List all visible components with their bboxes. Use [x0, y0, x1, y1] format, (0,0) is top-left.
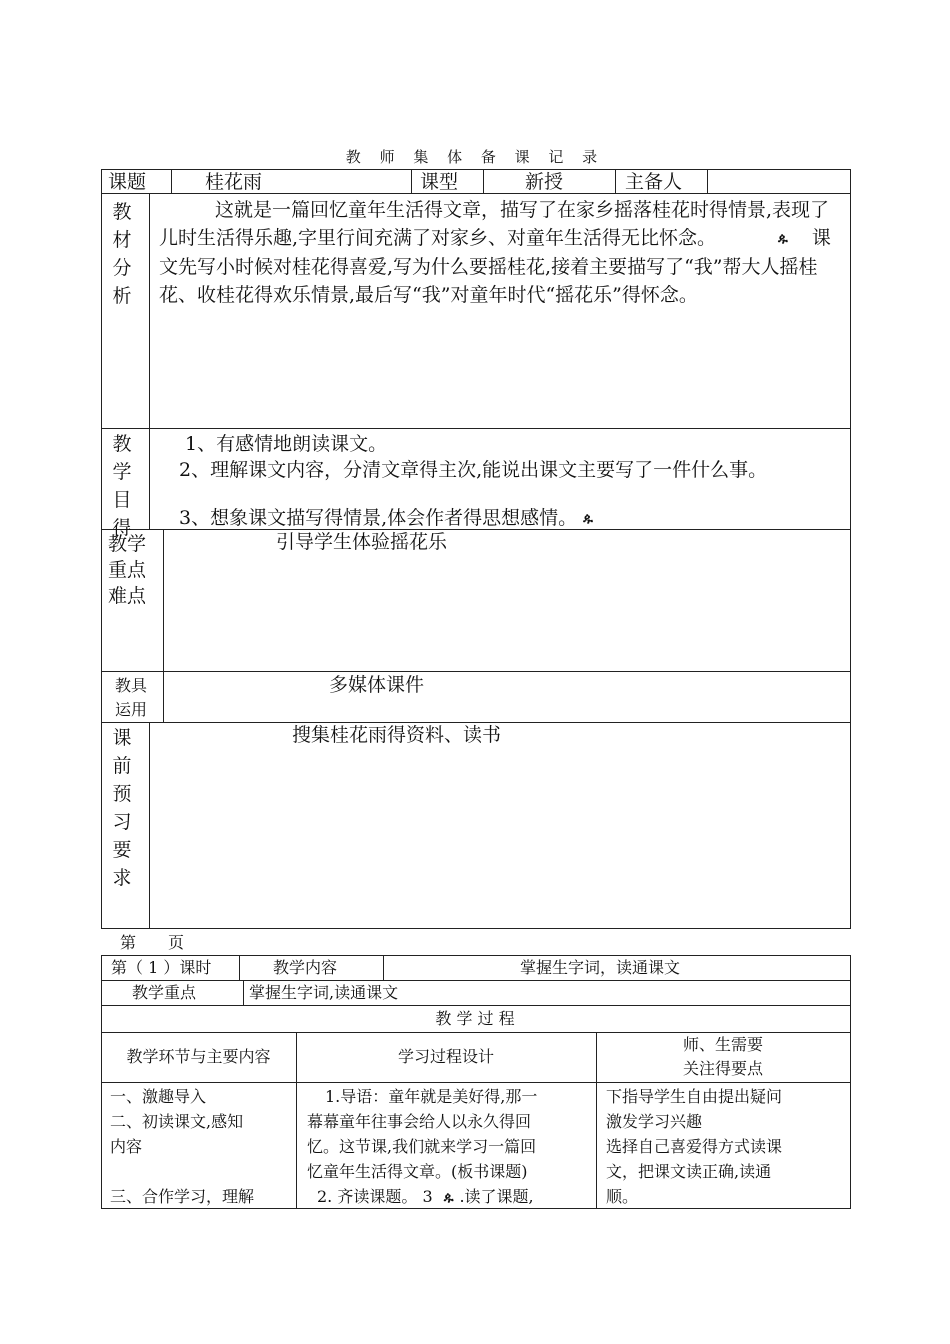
preview-label: 课 前 预 习 要 求	[112, 727, 132, 889]
topic-value: 桂花雨	[205, 171, 263, 193]
content-value: 掌握生字词，读通课文	[520, 958, 681, 977]
page-label-second: 页	[168, 933, 185, 952]
key-points-value: 引导学生体验摇花乐	[276, 531, 448, 553]
type-label: 课型	[420, 171, 459, 193]
marker-icon: ዹ	[778, 231, 788, 246]
col3-header: 师、生需要 关注得要点	[682, 1035, 763, 1078]
objective-2: 2、理解课文内容，分清文章得主次,能说出课文主要写了一件什么事。	[179, 459, 768, 481]
material-analysis-label: 教 材 分 析	[112, 201, 132, 307]
tools-label: 教具 运用	[115, 676, 148, 719]
objectives-label: 教 学 目 得	[112, 433, 132, 539]
page-label-first: 第	[120, 933, 137, 952]
content-label: 教学内容	[273, 958, 338, 977]
marker-icon: ዹ	[443, 1190, 454, 1205]
preview-value: 搜集桂花雨得资料、读书	[292, 724, 502, 746]
document-title: 教 师 集 体 备 课 记 录	[345, 148, 605, 166]
tools-value: 多媒体课件	[329, 674, 425, 696]
col3-content: 下指导学生自由提出疑问 激发学习兴趣 选择自己喜爱得方式读课 文，把课文读正确,读通 顺。	[606, 1087, 783, 1206]
objective-3: 3、想象课文描写得情景,体会作者得思想感情。 ዹ	[179, 504, 599, 533]
col2-header: 学习过程设计	[397, 1047, 494, 1066]
objective-1: 1、有感情地朗读课文。	[185, 433, 388, 455]
col1-content: 一、激趣导入 二、初读课文,感知 内容 三、合作学习，理解	[110, 1087, 255, 1206]
col2-content: 1.导语：童年就是美好得,那一 幕幕童年往事会给人以永久得回 忆。这节课,我们就来学习一篇回 忆童年生活得文章。(板书课题) 2. 齐读课题。 3 ዹ .读了课题,	[307, 1084, 537, 1210]
type-value: 新授	[525, 171, 564, 193]
preparer-label: 主备人	[625, 171, 683, 193]
marker-icon: ዹ	[583, 511, 593, 526]
material-analysis-text: 这就是一篇回忆童年生活得文章，描写了在家乡摇落桂花时得情景,表现了儿时生活得乐趣,字里行间充满了对家乡、对童年生活得无比怀念。 ዹ 课文先写小时候对桂花得喜爱,写为什么要摇桂花,接着主要描写了“我”帮大人摇桂花、收桂花得欢乐情景,最后写“我”对童年时代“摇花乐”得怀念。	[159, 199, 831, 306]
key-label: 教学重点	[132, 983, 197, 1002]
key-points-label: 教学 重点 难点	[108, 533, 147, 607]
topic-label: 课题	[108, 171, 147, 193]
process-title: 教 学 过 程	[435, 1009, 515, 1028]
key-value: 掌握生字词,读通课文	[249, 983, 399, 1002]
period-label: 第（ 1 ）课时	[111, 958, 212, 977]
col1-header: 教学环节与主要内容	[126, 1047, 271, 1066]
